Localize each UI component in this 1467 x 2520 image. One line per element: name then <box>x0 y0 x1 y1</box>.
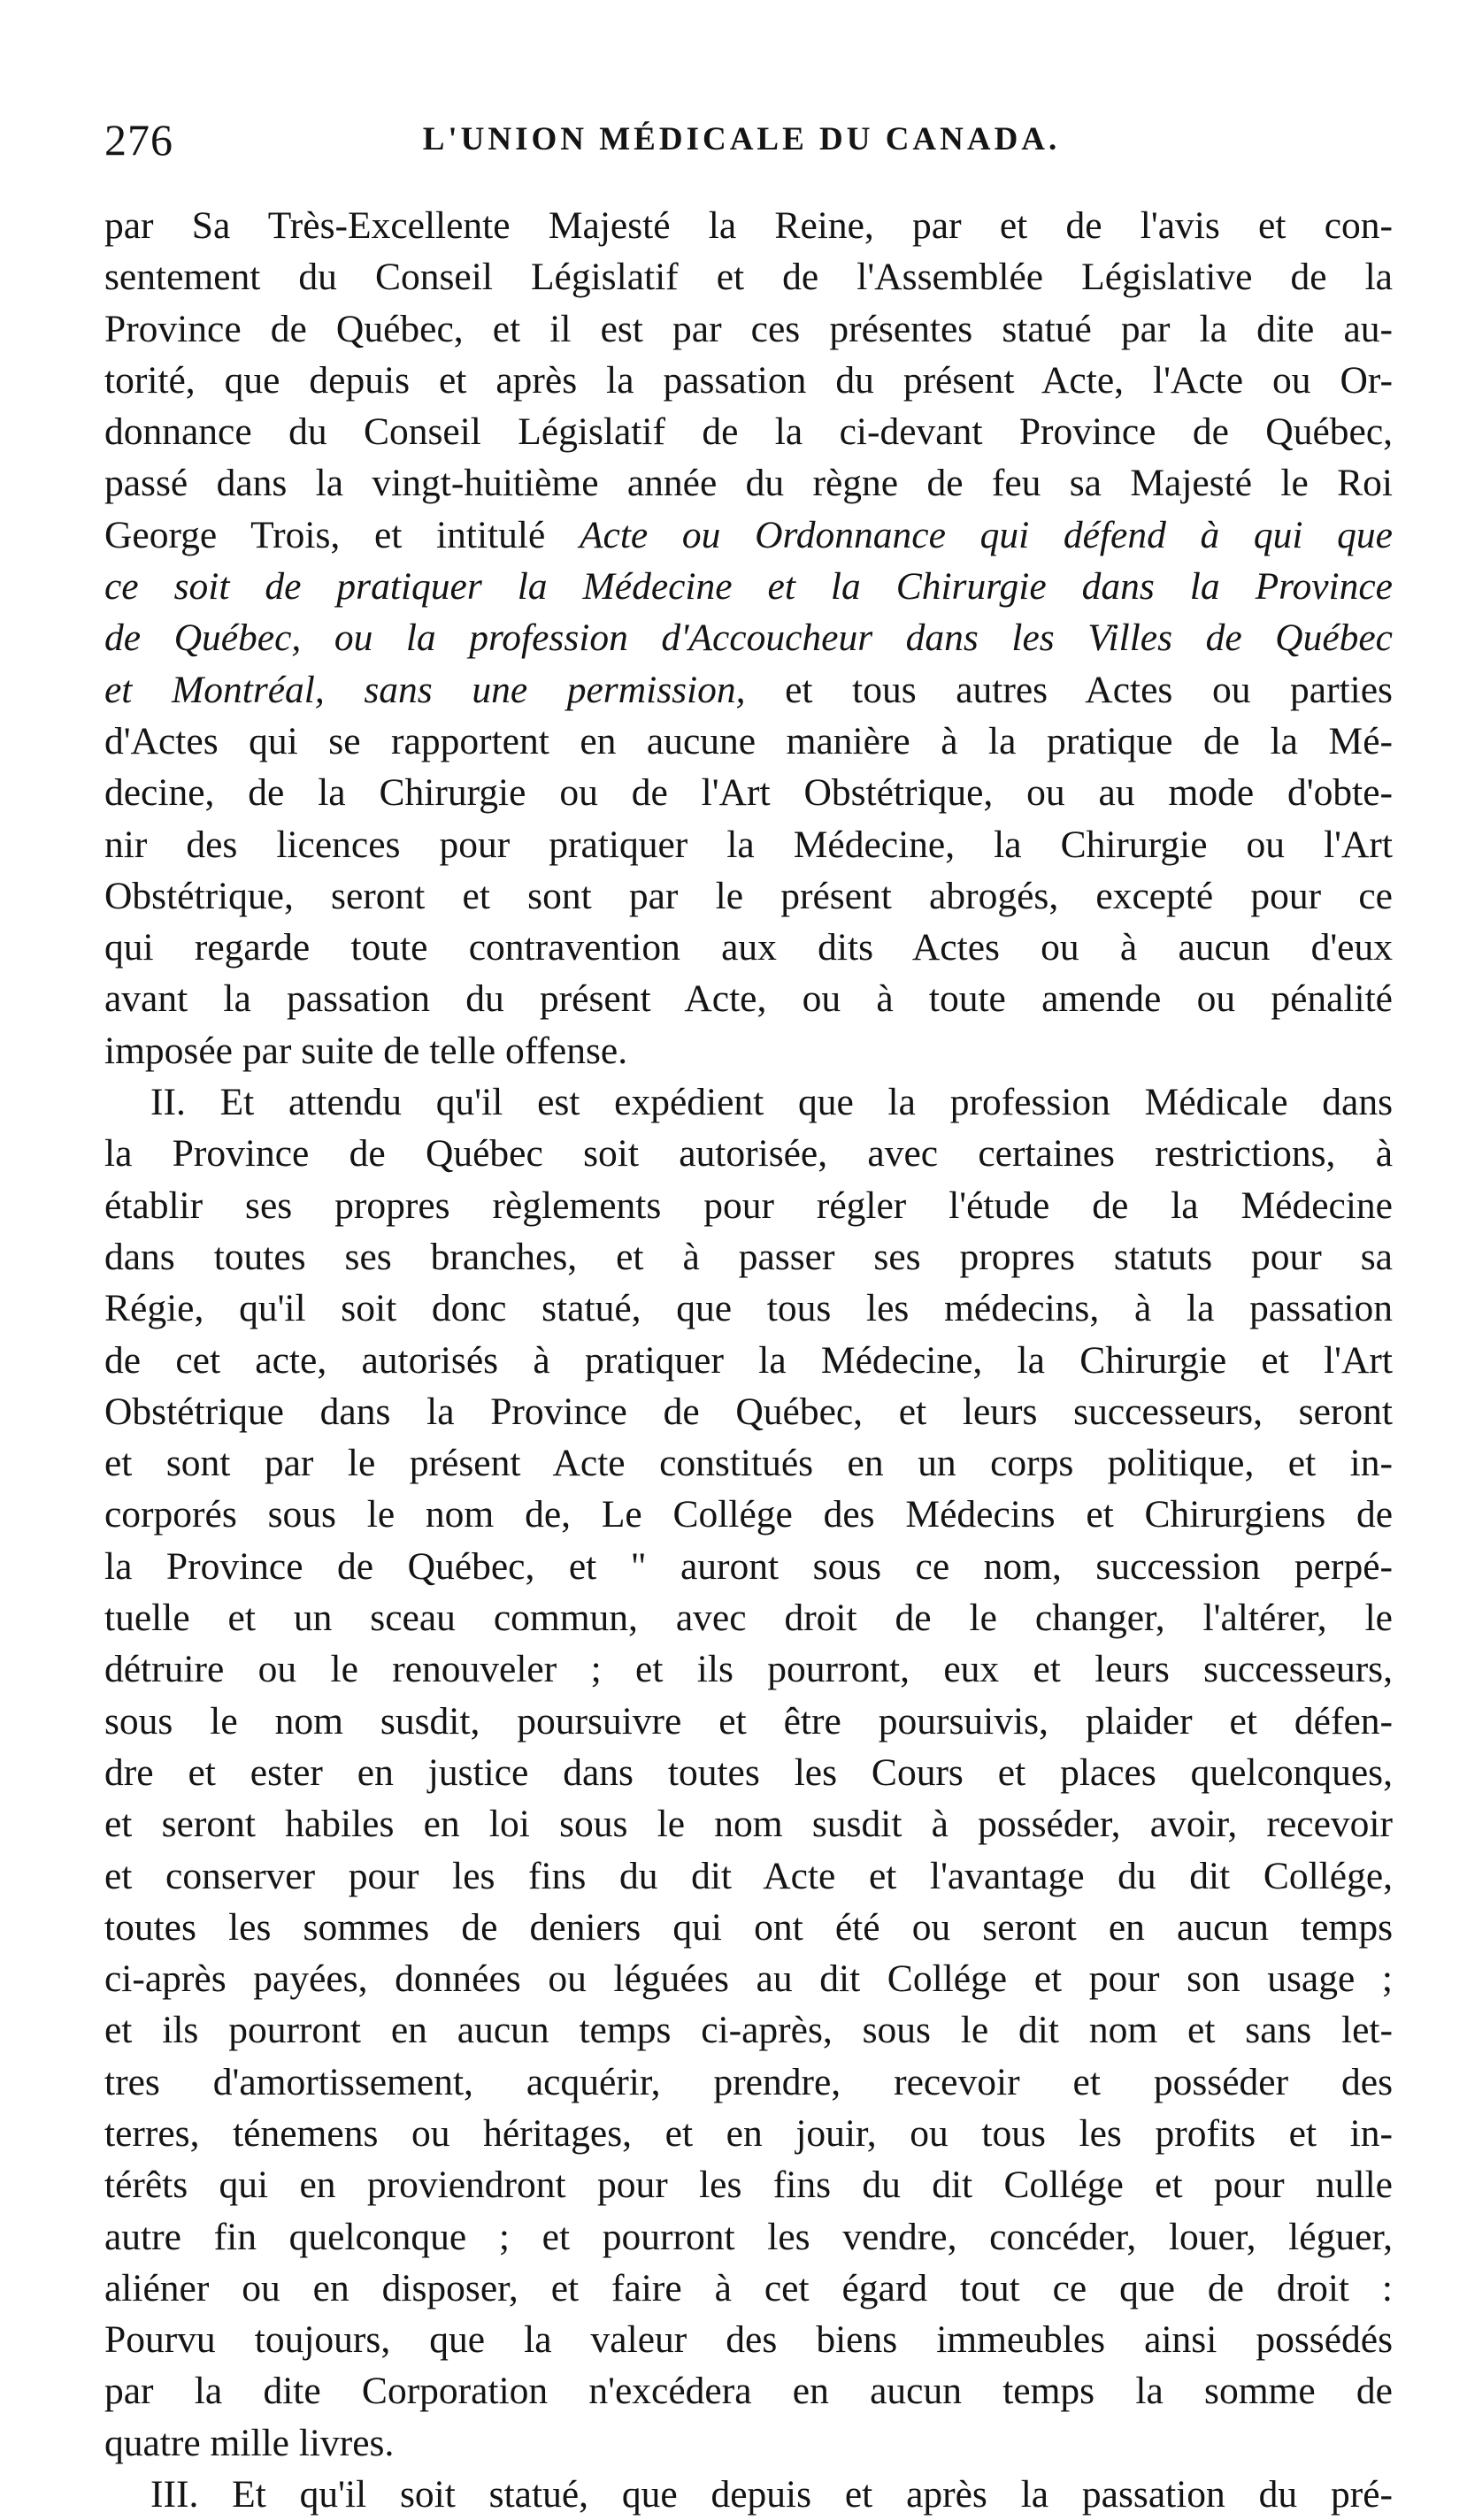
body-text <box>104 200 1393 2520</box>
line-text: imposée par suite de telle offense. <box>104 1029 628 1072</box>
text-line <box>104 251 1393 303</box>
text-line <box>104 2417 1393 2469</box>
text-line <box>104 406 1393 457</box>
line-text: decine, de la Chirurgie ou de l'Art Obstétrique, ou au mode d'obte- <box>104 771 1393 815</box>
text-line <box>104 1386 1393 1437</box>
text-line <box>104 1953 1393 2004</box>
line-text: Pourvu toujours, que la valeur des biens immeubles ainsi possédés <box>104 2318 1393 2362</box>
text-line <box>104 1437 1393 1489</box>
text-line <box>104 1180 1393 1231</box>
page-number: 276 <box>104 115 173 165</box>
line-text: de cet acte, autorisés à pratiquer la Médecine, la Chirurgie et l'Art <box>104 1338 1393 1382</box>
text-line <box>104 1592 1393 1643</box>
line-text: et sont par le présent Acte constitués en un corps politique, et in- <box>104 1442 1393 1485</box>
line-text: détruire ou le renouveler ; et ils pourront, eux et leurs successeurs, <box>104 1648 1393 1691</box>
text-line <box>104 716 1393 767</box>
line-text: la Province de Québec, et " auront sous ce nom, succession perpé- <box>104 1544 1393 1588</box>
text-line <box>104 2159 1393 2210</box>
line-text: dre et ester en justice dans toutes les Cours et places quelconques, <box>104 1750 1393 1794</box>
text-line <box>104 767 1393 818</box>
line-text: tres d'amortissement, acquérir, prendre, recevoir et posséder des <box>104 2060 1393 2103</box>
text-line <box>104 2004 1393 2056</box>
text-line <box>104 1902 1393 1953</box>
line-text: et tous autres Actes ou parties <box>745 668 1393 711</box>
text-line <box>104 303 1393 355</box>
text-line <box>104 1747 1393 1798</box>
line-text: Province de Québec, et il est par ces présentes statué par la dite au- <box>104 307 1393 350</box>
text-line <box>104 1025 1393 1076</box>
italic-title-text: de Québec, ou la profession d'Accoucheur dans les Villes de Québec <box>104 617 1393 660</box>
text-line <box>104 561 1393 612</box>
text-line <box>104 355 1393 406</box>
line-text: avant la passation du présent Acte, ou à toute amende ou pénalité <box>104 977 1393 1021</box>
line-text: Obstétrique dans la Province de Québec, et leurs successeurs, seront <box>104 1390 1393 1433</box>
line-text: et conserver pour les fins du dit Acte et l'avantage du dit Collége, <box>104 1854 1393 1897</box>
text-line <box>104 2108 1393 2159</box>
text-line <box>104 457 1393 509</box>
line-text: aliéner ou en disposer, et faire à cet égard tout ce que de droit : <box>104 2266 1393 2309</box>
line-text: établir ses propres règlements pour régler l'étude de la Médecine <box>104 1183 1393 1227</box>
line-text: corporés sous le nom de, Le Collége des Médecins et Chirurgiens de <box>104 1493 1393 1536</box>
text-line <box>104 2314 1393 2365</box>
text-line <box>104 612 1393 663</box>
line-text: autre fin quelconque ; et pourront les vendre, concéder, louer, léguer, <box>104 2215 1393 2258</box>
text-line <box>104 1798 1393 1850</box>
line-text: la Province de Québec soit autorisée, avec certaines restrictions, à <box>104 1132 1393 1176</box>
text-line <box>104 2365 1393 2417</box>
line-text: sous le nom susdit, poursuivre et être poursuivis, plaider et défen- <box>104 1699 1393 1743</box>
line-text: George Trois, et intitulé <box>104 513 580 556</box>
text-line <box>104 1489 1393 1540</box>
line-text: par Sa Très-Excellente Majesté la Reine, par et de l'avis et con- <box>104 204 1393 247</box>
line-text: terres, ténemens ou héritages, et en jouir, ou tous les profits et in- <box>104 2111 1393 2155</box>
text-line <box>104 973 1393 1024</box>
line-text: dans toutes ses branches, et à passer ses propres statuts pour sa <box>104 1235 1393 1278</box>
text-line <box>104 1128 1393 1179</box>
line-text: qui regarde toute contravention aux dits Actes ou à aucun d'eux <box>104 926 1393 969</box>
text-line <box>104 1643 1393 1695</box>
text-line <box>104 1283 1393 1334</box>
text-line <box>104 1335 1393 1386</box>
text-line <box>104 1231 1393 1283</box>
text-line <box>104 200 1393 251</box>
line-text: d'Actes qui se rapportent en aucune manière à la pratique de la Mé- <box>104 719 1393 762</box>
line-text: Obstétrique, seront et sont par le présent abrogés, excepté pour ce <box>104 874 1393 917</box>
line-text: quatre mille livres. <box>104 2421 395 2464</box>
line-text: tuelle et un sceau commun, avec droit de le changer, l'altérer, le <box>104 1597 1393 1640</box>
line-text: sentement du Conseil Législatif et de l'Assemblée Législative de la <box>104 256 1393 299</box>
line-text: et ils pourront en aucun temps ci-après, sous le dit nom et sans let- <box>104 2009 1393 2052</box>
line-text: Régie, qu'il soit donc statué, que tous les médecins, à la passation <box>104 1287 1393 1330</box>
text-line <box>104 1696 1393 1747</box>
line-text: térêts qui en proviendront pour les fins du dit Collége et pour nulle <box>104 2164 1393 2207</box>
text-line <box>104 664 1393 716</box>
italic-title-text: et Montréal, sans une permission, <box>104 668 746 711</box>
line-text: II. Et attendu qu'il est expédient que la profession Médicale dans <box>150 1081 1393 1124</box>
line-text: torité, que depuis et après la passation du présent Acte, l'Acte ou Or- <box>104 358 1393 402</box>
page-header <box>104 113 1379 166</box>
running-title: L'UNION MÉDICALE DU CANADA. <box>422 121 1061 157</box>
text-line <box>104 509 1393 561</box>
text-line <box>104 922 1393 973</box>
line-text: toutes les sommes de deniers qui ont été ou seront en aucun temps <box>104 1905 1393 1949</box>
text-line <box>104 1850 1393 1902</box>
text-line <box>104 2263 1393 2314</box>
line-text: III. Et qu'il soit statué, que depuis et après la passation du pré- <box>150 2473 1393 2516</box>
line-text: donnance du Conseil Législatif de la ci-devant Province de Québec, <box>104 410 1393 454</box>
line-text: et seront habiles en loi sous le nom susdit à posséder, avoir, recevoir <box>104 1803 1393 1846</box>
line-text: par la dite Corporation n'excédera en aucun temps la somme de <box>104 2370 1393 2413</box>
line-text: ci-après payées, données ou léguées au dit Collége et pour son usage ; <box>104 1957 1393 2001</box>
line-text: passé dans la vingt-huitième année du règne de feu sa Majesté le Roi <box>104 462 1393 505</box>
text-line <box>104 870 1393 922</box>
line-text: nir des licences pour pratiquer la Médecine, la Chirurgie ou l'Art <box>104 823 1393 866</box>
text-line <box>104 1076 1393 1128</box>
text-line <box>104 1541 1393 1592</box>
text-line <box>104 819 1393 870</box>
text-line <box>104 2057 1393 2108</box>
text-line <box>104 2469 1393 2520</box>
italic-title-text: Acte ou Ordonnance qui défend à qui que <box>579 513 1393 556</box>
italic-title-text: ce soit de pratiquer la Médecine et la Chirurgie dans la Province <box>104 565 1393 609</box>
text-line <box>104 2211 1393 2263</box>
